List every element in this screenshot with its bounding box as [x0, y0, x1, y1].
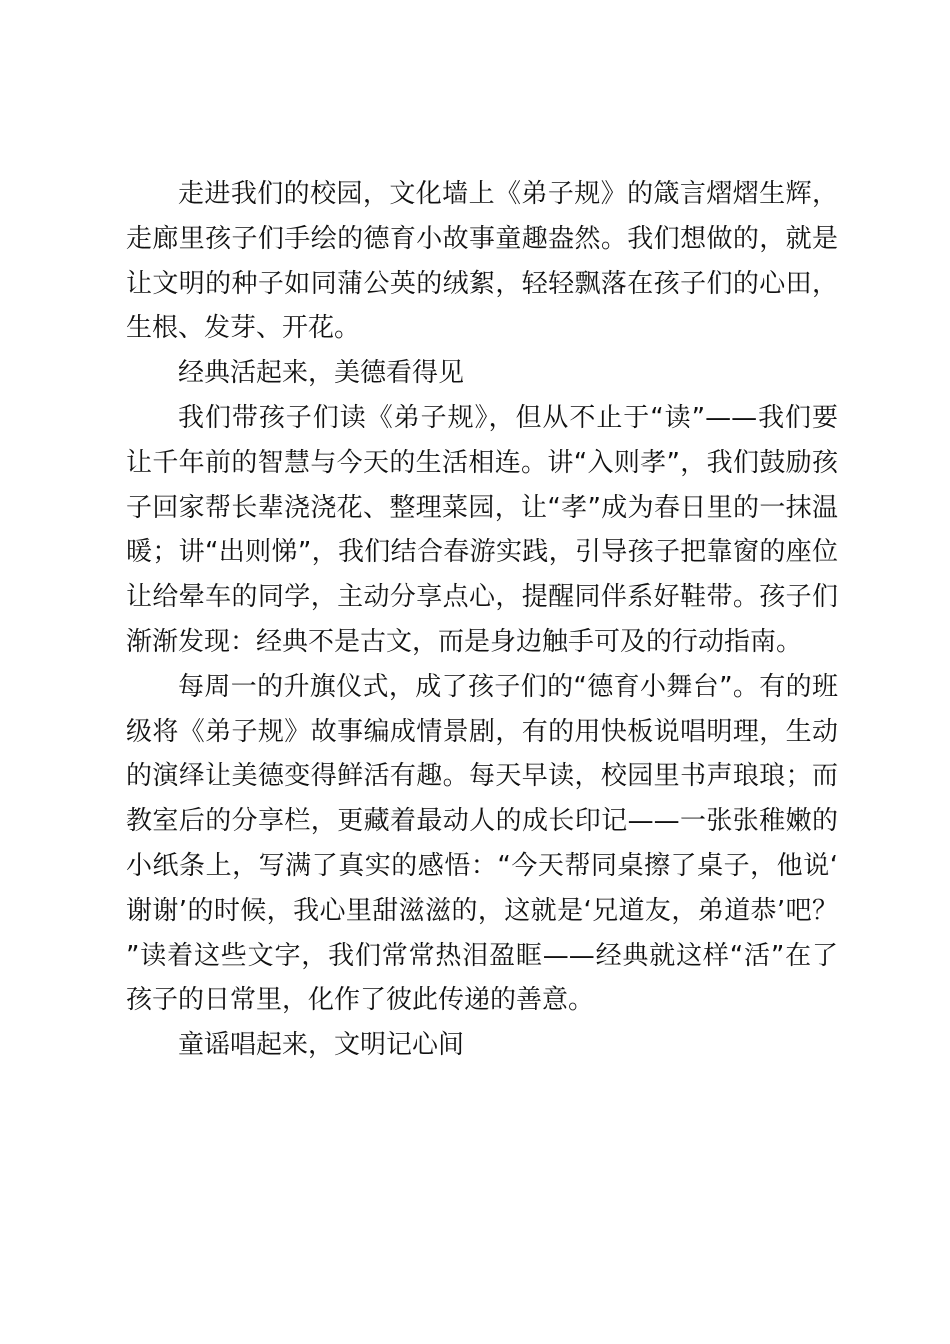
- section-heading-classics: 经典活起来，美德看得见: [178, 358, 465, 389]
- intro-paragraph: 走进我们的校园，文化墙上《弟子规》的箴言熠熠生辉，走廊里孩子们手绘的德育小故事童趣盎然。我们想做的，就是让文明的种子如同蒲公英的绒絮，轻轻飘落在孩子们的心田，生根、发芽、开花。: [126, 179, 838, 344]
- section-heading-nursery-rhymes: 童谣唱起来，文明记心间: [178, 1030, 465, 1061]
- document-page: [126, 172, 838, 1068]
- body-paragraph-reading: 我们带孩子们读《弟子规》，但从不止于“读”——我们要让千年前的智慧与今天的生活相连。讲“入则孝”，我们鼓励孩子回家帮长辈浇浇花、整理菜园，让“孝”成为春日里的一抹温暖；讲“出则悌”，我们结合春游实践，引导孩子把靠窗的座位让给晕车的同学，主动分享点心，提醒同伴系好鞋带。孩子们渐渐发现：经典不是古文，而是身边触手可及的行动指南。: [126, 402, 838, 657]
- body-paragraph-flag-ceremony: 每周一的升旗仪式，成了孩子们的“德育小舞台”。有的班级将《弟子规》故事编成情景剧，有的用快板说唱明理，生动的演绎让美德变得鲜活有趣。每天早读，校园里书声琅琅；而教室后的分享栏，更藏着最动人的成长印记——一张张稚嫩的小纸条上，写满了真实的感悟：“今天帮同桌擦了桌子，他说‘谢谢’的时候，我心里甜滋滋的，这就是‘兄道友，弟道恭’吧？”读着这些文字，我们常常热泪盈眶——经典就这样“活”在了孩子的日常里，化作了彼此传递的善意。: [126, 671, 838, 1016]
